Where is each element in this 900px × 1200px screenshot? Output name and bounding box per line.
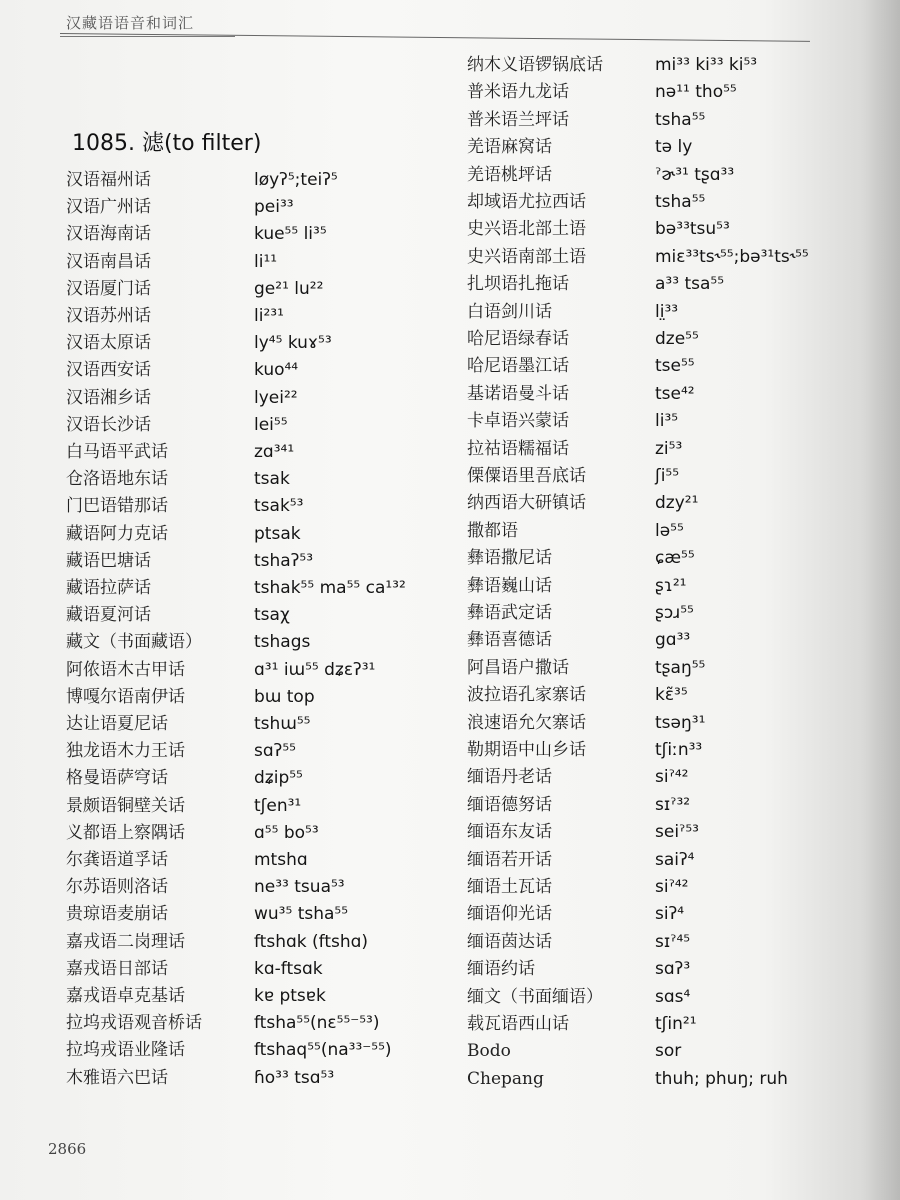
language-name: 义都语上察隅话 [66, 822, 185, 843]
phonetic-form: siʔ⁴ [655, 904, 685, 925]
language-name: 哈尼语墨江话 [467, 356, 569, 377]
language-name: 藏语阿力克话 [66, 523, 168, 544]
phonetic-form: tsha⁵⁵ [655, 192, 706, 212]
language-name: 浪速语允欠寨话 [467, 712, 586, 733]
phonetic-form: tʃiːn³³ [655, 740, 703, 760]
phonetic-form: wu³⁵ tsha⁵⁵ [254, 904, 349, 925]
language-name: 普米语兰坪话 [467, 109, 569, 130]
language-name: 嘉戎语卓克基话 [66, 986, 185, 1006]
phonetic-form: tə ly [655, 137, 693, 158]
language-name: 阿昌语户撒话 [467, 657, 569, 678]
phonetic-form: li̤³³ [655, 301, 679, 322]
language-name: 景颇语铜壁关话 [66, 795, 185, 816]
phonetic-form: tsak [254, 469, 290, 490]
phonetic-form: seiˀ⁵³ [655, 822, 699, 843]
phonetic-form: sor [655, 1041, 682, 1062]
language-name: 木雅语六巴话 [66, 1067, 168, 1088]
phonetic-form: lə⁵⁵ [655, 520, 684, 541]
phonetic-form: mtshɑ [254, 850, 308, 870]
language-name: 汉语厦门话 [66, 278, 151, 299]
phonetic-form: dze⁵⁵ [655, 329, 699, 349]
phonetic-form: sɪˀ⁴⁵ [655, 931, 691, 952]
language-name: 载瓦语西山话 [467, 1014, 569, 1034]
language-name: 藏文（书面藏语） [66, 632, 202, 653]
phonetic-form: ftshɑk (ftshɑ) [254, 931, 369, 952]
phonetic-form: lei⁵⁵ [254, 414, 288, 435]
phonetic-form: ɦo³³ tsɑ⁵³ [254, 1067, 335, 1088]
language-name: 汉语太原话 [66, 333, 151, 354]
phonetic-form: li¹¹ [254, 251, 278, 272]
language-name: 史兴语北部土语 [467, 219, 586, 240]
language-name: 尔龚语道孚话 [66, 850, 168, 870]
phonetic-form: sɑʔ⁵⁵ [254, 741, 296, 762]
phonetic-form: tsaχ [254, 605, 290, 626]
phonetic-form: bə³³tsu⁵³ [655, 219, 730, 240]
language-name: 汉语西安话 [66, 360, 151, 381]
language-name: 纳木义语锣锅底话 [467, 55, 603, 75]
language-name: 哈尼语绿春话 [467, 329, 569, 349]
phonetic-form: ʃi⁵⁵ [655, 466, 680, 486]
phonetic-form: tshags [254, 632, 311, 653]
phonetic-form: sɑs⁴ [655, 986, 691, 1007]
language-name: 格曼语萨穹话 [66, 768, 168, 789]
phonetic-form: tsəŋ³¹ [655, 712, 706, 733]
phonetic-form: løyʔ⁵;teiʔ⁵ [254, 170, 338, 190]
language-name: 缅语仰光话 [467, 904, 552, 925]
language-name: 羌语麻窝话 [467, 137, 552, 158]
phonetic-form: pei³³ [254, 197, 294, 218]
language-name: 缅语东友话 [467, 822, 552, 843]
phonetic-form: ɑ⁵⁵ bo⁵³ [254, 822, 319, 843]
phonetic-form: miɛ³³ts˞⁵⁵;bə³¹ts˞⁵⁵ [655, 246, 809, 267]
language-name: 仓洛语地东话 [66, 469, 168, 490]
language-name: 缅语德努话 [467, 794, 552, 815]
phonetic-form: sɪˀ³² [655, 794, 691, 815]
language-name: 羌语桃坪话 [467, 164, 552, 185]
language-name: 彝语撒尼话 [467, 548, 552, 569]
phonetic-form: tshɯ⁵⁵ [254, 714, 311, 734]
language-name: 基诺语曼斗话 [467, 383, 569, 404]
phonetic-form: lyei²² [254, 387, 298, 408]
phonetic-form: mi³³ ki³³ ki⁵³ [655, 55, 758, 75]
language-name: 普米语九龙话 [467, 82, 569, 103]
phonetic-form: siˀ⁴² [655, 877, 689, 897]
phonetic-form: kue⁵⁵ li³⁵ [254, 224, 327, 245]
language-name: 汉语海南话 [66, 224, 151, 245]
language-name: 汉语苏州话 [66, 306, 151, 326]
language-name: 拉祜语糯福话 [467, 438, 569, 459]
phonetic-form: kɐ ptsɐk [254, 986, 326, 1006]
phonetic-form: ly⁴⁵ kuɤ⁵³ [254, 333, 332, 354]
language-name: 藏语拉萨话 [66, 578, 151, 598]
language-name: 博嘎尔语南伊话 [66, 686, 185, 707]
language-name: 缅语若开话 [467, 849, 552, 870]
page-edge-shadow [860, 0, 900, 1200]
running-head: 汉藏语语音和词汇 [66, 14, 195, 32]
phonetic-form: thuh; phuŋ; ruh [655, 1068, 788, 1089]
phonetic-form: dʑip⁵⁵ [254, 768, 303, 789]
language-name: 缅文（书面缅语） [467, 986, 603, 1007]
language-name: 勒期语中山乡话 [467, 740, 586, 760]
language-name: 达让语夏尼话 [66, 714, 168, 734]
phonetic-form: dzy²¹ [655, 493, 699, 514]
phonetic-form: ne³³ tsua⁵³ [254, 877, 345, 898]
phonetic-form: ftshaq⁵⁵(na³³⁻⁵⁵) [254, 1040, 392, 1061]
language-name: 汉语福州话 [66, 170, 151, 190]
phonetic-form: ˀɚ³¹ tʂɑ³³ [655, 164, 735, 185]
language-name: 缅语茵达话 [467, 931, 552, 952]
phonetic-form: tʂaŋ⁵⁵ [655, 657, 706, 678]
language-name: 缅语土瓦话 [467, 877, 552, 897]
phonetic-form: tshak⁵⁵ ma⁵⁵ ca¹³² [254, 578, 406, 598]
phonetic-form: kɛ̃³⁵ [655, 685, 688, 706]
phonetic-form: tʃen³¹ [254, 795, 302, 816]
language-name: 彝语喜德话 [467, 630, 552, 651]
phonetic-form: tsha⁵⁵ [655, 109, 706, 130]
phonetic-form: li³⁵ [655, 411, 679, 432]
language-name: 卡卓语兴蒙话 [467, 411, 569, 432]
language-name: 藏语巴塘话 [66, 550, 151, 571]
language-name: 藏语夏河话 [66, 605, 151, 626]
phonetic-form: kɑ-ftsɑk [254, 958, 323, 979]
language-name: 史兴语南部土语 [467, 246, 586, 267]
phonetic-form: ʂɔɹ⁵⁵ [655, 603, 694, 623]
phonetic-form: ɕæ⁵⁵ [655, 548, 695, 569]
language-name: Bodo [467, 1041, 511, 1062]
language-name: 汉语长沙话 [66, 414, 151, 435]
phonetic-form: a³³ tsa⁵⁵ [655, 274, 725, 295]
entry-title: 1085. 滤(to filter) [72, 131, 262, 156]
phonetic-form: kuo⁴⁴ [254, 360, 299, 381]
header-rule-short [60, 36, 235, 37]
language-name: 却域语尤拉西话 [467, 192, 586, 212]
language-name: 独龙语木力王话 [66, 741, 185, 762]
language-name: 门巴语错那话 [66, 496, 168, 517]
language-name: 缅语丹老话 [467, 767, 552, 788]
language-name: 阿侬语木古甲话 [66, 659, 185, 680]
language-name: 拉坞戎语观音桥话 [66, 1013, 202, 1034]
phonetic-form: tse⁴² [655, 383, 695, 404]
language-name: 扎坝语扎拖话 [467, 274, 569, 295]
language-name: 嘉戎语日部话 [66, 958, 168, 979]
header-rule [60, 33, 810, 42]
language-name: 纳西语大研镇话 [467, 493, 586, 514]
page-number: 2866 [48, 1140, 87, 1158]
language-name: 缅语约话 [467, 959, 535, 980]
phonetic-form: siˀ⁴² [655, 767, 689, 788]
phonetic-form: li²³¹ [254, 306, 284, 326]
phonetic-form: tsak⁵³ [254, 496, 304, 517]
phonetic-form: nə¹¹ tho⁵⁵ [655, 82, 737, 103]
phonetic-form: zɑ³⁴¹ [254, 442, 295, 462]
language-name: 波拉语孔家寨话 [467, 685, 586, 706]
language-name: 撒都语 [467, 520, 518, 541]
phonetic-form: saiʔ⁴ [655, 849, 695, 870]
phonetic-form: ftsha⁵⁵(nɛ⁵⁵⁻⁵³) [254, 1013, 380, 1034]
phonetic-form: ʂɿ²¹ [655, 575, 687, 596]
language-name: 彝语巍山话 [467, 575, 552, 596]
phonetic-form: tʃin²¹ [655, 1014, 697, 1034]
language-name: 嘉戎语二岗理话 [66, 931, 185, 952]
phonetic-form: bɯ top [254, 686, 315, 707]
language-name: 傈僳语里吾底话 [467, 466, 586, 486]
language-name: 彝语武定话 [467, 603, 552, 623]
language-name: 尔苏语则洛话 [66, 877, 168, 898]
language-name: 白语剑川话 [467, 301, 552, 322]
phonetic-form: gɑ³³ [655, 630, 691, 651]
phonetic-form: tshaʔ⁵³ [254, 550, 314, 571]
language-name: 汉语广州话 [66, 197, 151, 218]
phonetic-form: tse⁵⁵ [655, 356, 695, 377]
phonetic-form: ptsak [254, 523, 301, 544]
language-name: 汉语湘乡话 [66, 387, 151, 408]
language-name: 拉坞戎语业隆话 [66, 1040, 185, 1061]
phonetic-form: ɑ³¹ iɯ⁵⁵ dʑɛʔ³¹ [254, 659, 376, 680]
phonetic-form: sɑʔ³ [655, 959, 691, 980]
language-name: 白马语平武话 [66, 442, 168, 462]
language-name: Chepang [467, 1068, 544, 1089]
language-name: 汉语南昌话 [66, 251, 151, 272]
phonetic-form: ge²¹ lu²² [254, 278, 324, 299]
phonetic-form: zi⁵³ [655, 438, 683, 459]
language-name: 贵琼语麦崩话 [66, 904, 168, 925]
